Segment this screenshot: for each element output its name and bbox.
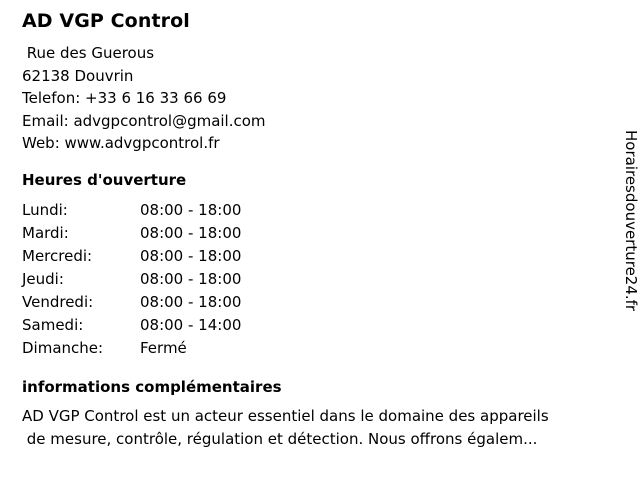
hours-day-label: Mardi:: [22, 223, 69, 242]
table-row: [22, 245, 241, 268]
phone-line: Telefon: +33 6 16 33 66 69: [22, 89, 227, 107]
contact-block: [22, 42, 602, 155]
page-title: AD VGP Control: [22, 10, 190, 32]
additional-info-text: [22, 405, 622, 451]
address-line-city: 62138 Douvrin: [22, 66, 134, 85]
hours-time-value: Fermé: [140, 338, 187, 357]
email-line: Email: advgpcontrol@gmail.com: [22, 111, 266, 130]
table-row: [22, 222, 241, 245]
table-row: [22, 268, 241, 291]
source-watermark: Horairesdouverture24.fr: [622, 130, 640, 312]
additional-info-line-2: de mesure, contrôle, régulation et détection. Nous offrons égalem...: [22, 429, 538, 448]
hours-time-value: 08:00 - 18:00: [140, 246, 242, 265]
address-line-street: Rue des Guerous: [22, 44, 155, 62]
hours-day-label: Vendredi:: [22, 292, 94, 311]
hours-day-label: Jeudi:: [22, 269, 64, 288]
hours-day-label: Dimanche:: [22, 338, 104, 357]
hours-day-label: Lundi:: [22, 200, 68, 219]
additional-info-heading: informations complémentaires: [22, 377, 282, 396]
main-content: [22, 8, 602, 451]
hours-time-value: 08:00 - 18:00: [140, 292, 242, 311]
hours-time-value: 08:00 - 18:00: [140, 223, 242, 242]
table-row: [22, 314, 241, 337]
table-row: [22, 337, 241, 360]
hours-day-label: Mercredi:: [22, 246, 93, 265]
hours-time-value: 08:00 - 14:00: [140, 315, 242, 334]
table-row: [22, 199, 241, 222]
opening-hours-heading: Heures d'ouverture: [22, 170, 187, 189]
table-row: [22, 291, 241, 314]
additional-info-line-1: AD VGP Control est un acteur essentiel dans le domaine des appareils: [22, 406, 549, 425]
hours-time-value: 08:00 - 18:00: [140, 200, 242, 219]
website-line: Web: www.advgpcontrol.fr: [22, 134, 220, 152]
hours-day-label: Samedi:: [22, 315, 84, 334]
opening-hours-table: [22, 199, 241, 360]
hours-time-value: 08:00 - 18:00: [140, 269, 242, 288]
